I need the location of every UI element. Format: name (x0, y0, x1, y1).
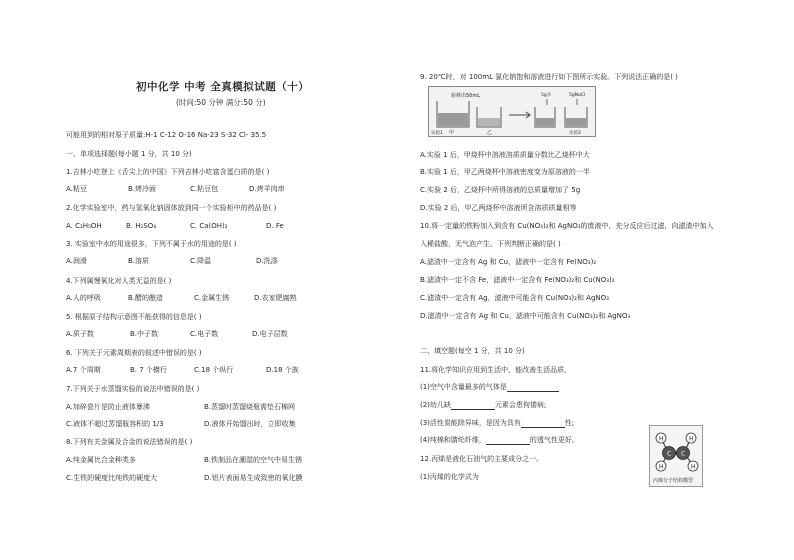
option: A.粘豆 (66, 185, 87, 193)
question-stem: 12.丙烯是液化石油气的主要成分之一。 (420, 455, 544, 463)
option: A.人的呼吸 (66, 294, 101, 302)
experiment-figure (428, 86, 596, 137)
figure-caption: 丙烯分子结构模型 (653, 478, 694, 484)
option: D.18 个族 (266, 366, 299, 374)
question-stem: 6. 下列关于元素周期表的叙述中错误的是( ) (66, 349, 202, 357)
atom-label: H (689, 435, 694, 443)
figure-label: 乙 (487, 130, 493, 136)
atom-label: H (691, 463, 696, 471)
option: A.加碎瓷片是防止液体暴沸 (66, 403, 150, 411)
fill-item (420, 383, 559, 392)
option: B. H₂SO₄ (126, 222, 157, 230)
option: C.滤渣中一定含有 Ag，滤液中可能含有 Cu(NO₃)₂和 AgNO₃ (420, 294, 609, 302)
question-stem: 7.下列关于水蒸馏实验的说法中错误的是( ) (66, 385, 200, 393)
question-stem: 11.将化学知识应用到生活中，能改善生活品质。 (420, 366, 572, 374)
fill-text: 性; (564, 419, 575, 427)
option: B.醋的酿造 (128, 294, 164, 302)
option: C. Ca(OH)₂ (190, 222, 228, 230)
fill-item (420, 473, 479, 482)
fill-item (420, 401, 546, 410)
figure-label: 甲 (449, 130, 455, 136)
option: D. Fe (266, 222, 284, 230)
question-stem: 2.化学实验室中，药与氢氧化钠固体放到同一个实验柜中的药品是( ) (66, 204, 277, 212)
fill-item (420, 436, 579, 445)
option: C.生铁的硬度比纯铁的硬度大 (66, 474, 158, 482)
option: B.滤渣中一定不含 Fe，滤液中一定含有 Fe(NO₃)₂和 Cu(NO₃)₂ (420, 276, 615, 284)
option: C.实验 2 后，乙烧杯中所得溶液的总质量增加了 5g (420, 186, 581, 194)
option: C.粘豆包 (190, 185, 219, 193)
question-stem: 5. 根据原子结构示意图不能获得的信息是( ) (66, 313, 202, 321)
question-stem: 4.下列属慢氧化对人类无益的是( ) (66, 277, 172, 285)
question-stem: 8.下列有关金属及合金的说法错误的是( ) (66, 438, 193, 446)
propene-model (650, 426, 702, 486)
atom-label: H (659, 463, 664, 471)
option: D.液体开始馏出时，立即收集 (204, 420, 296, 428)
option: A.滤渣中一定含有 Ag 和 Cu，滤液中一定含有 Fe(NO₃)₂ (420, 258, 597, 266)
question-stem: 9. 20℃时，对 100mL 氯化钠饱和溶液进行如下图所示实验。下列说法正确的是( ) (420, 73, 678, 81)
option: B.中子数 (130, 330, 159, 338)
figure-label: 实验2 (569, 131, 581, 136)
option: C.电子数 (190, 330, 219, 338)
option: D.洗涤 (256, 257, 278, 265)
option: D.农家肥腐熟 (254, 294, 297, 302)
question-stem: 1.吉林小吃登上《舌尖上的中国》下列吉林小吃富含蛋白质的是( ) (66, 168, 270, 176)
option: C.液体不超过蒸馏瓶容积的 1/3 (66, 420, 164, 428)
fill-text: 的透气性更好。 (529, 436, 579, 444)
option: A.润滑 (66, 257, 87, 265)
answer-blank[interactable] (451, 402, 495, 410)
page-title: 初中化学 中考 全真模拟试题（十） (136, 81, 310, 93)
option: D.电子层数 (252, 330, 288, 338)
fill-text: 元素会患佝偻病; (494, 401, 547, 409)
fill-item (420, 419, 574, 428)
beakers-diagram (429, 87, 595, 136)
option: A.纯金属比合金种类多 (66, 456, 136, 464)
option: A. C₂H₅OH (66, 222, 102, 230)
question-stem: 3. 实验室中水的用途很多，下列不属于水的用途的是( ) (66, 240, 237, 248)
option: A.实验 1 后，甲烧杯中溶液溶质质量分数比乙烧杯中大 (420, 151, 590, 159)
option: B.实验 1 后，甲乙两烧杯中溶液密度变为原溶液的一半 (420, 168, 590, 176)
molecule-model-figure (649, 425, 703, 487)
fill-text: (1)空气中含量最多的气体是 (420, 383, 507, 391)
option: C.18 个纵行 (194, 366, 234, 374)
option: D.烤羊肉串 (249, 185, 285, 193)
option: A.7 个周期 (66, 366, 101, 374)
atom-label: H (659, 435, 664, 443)
fill-text: (1)丙烯的化学式为 (420, 473, 479, 481)
atomic-masses: 可能用到的相对原子质量:H-1 C-12 O-16 Na-23 S-32 Cl- 35.5 (66, 131, 267, 139)
figure-label: 5gNaCl (569, 93, 586, 98)
section-heading: 二、填空题(每空 1 分，共 10 分) (420, 347, 525, 355)
option: C.降温 (190, 257, 212, 265)
figure-label: 5g水 (541, 93, 552, 98)
answer-blank[interactable] (486, 437, 530, 445)
answer-blank[interactable] (507, 384, 559, 392)
exam-time-score: (时间:50 分钟 满分:50 分) (176, 98, 266, 107)
option: D.滤渣中一定含有 Ag 和 Cu，滤液中可能含有 Cu(NO₃)₂和 AgNO₃ (420, 312, 631, 320)
question-stem: 10.将一定量的铁粉加入到含有 Cu(NO₃)₂和 AgNO₃的废液中，充分反应后过滤，向滤渣中加入 (420, 222, 714, 230)
fill-text: (4)纯棉和腈纶纤维， (420, 436, 486, 444)
atom-label: C (667, 450, 672, 458)
option: B.铁制品在潮湿的空气中易生锈 (204, 456, 303, 464)
atom-label: C (681, 450, 686, 458)
option: B. 7 个横行 (130, 366, 167, 374)
fill-text: (3)活性炭能除异味，是因为具有 (420, 419, 521, 427)
option: B.烤冷面 (128, 185, 157, 193)
option: D.铝片表面易生成致密的氧化膜 (204, 474, 303, 482)
figure-label: 转移出50mL (451, 93, 481, 99)
question-stem: 入稀盐酸，无气泡产生。下列判断正确的是( ) (420, 240, 561, 248)
option: C.金属生锈 (194, 294, 230, 302)
figure-label: 实验1 (431, 131, 443, 136)
option: B.溶质 (128, 257, 150, 265)
option: D.实验 2 后，甲乙两烧杯中溶液所含溶质质量相等 (420, 204, 577, 212)
section-heading: 一、单项选择题(每小题 1 分，共 10 分) (66, 150, 192, 158)
option: B.蒸馏时蒸馏烧瓶需垫石棉网 (204, 403, 296, 411)
fill-text: (2)幼儿缺 (420, 401, 451, 409)
answer-blank[interactable] (521, 420, 565, 428)
option: A.质子数 (66, 330, 94, 338)
